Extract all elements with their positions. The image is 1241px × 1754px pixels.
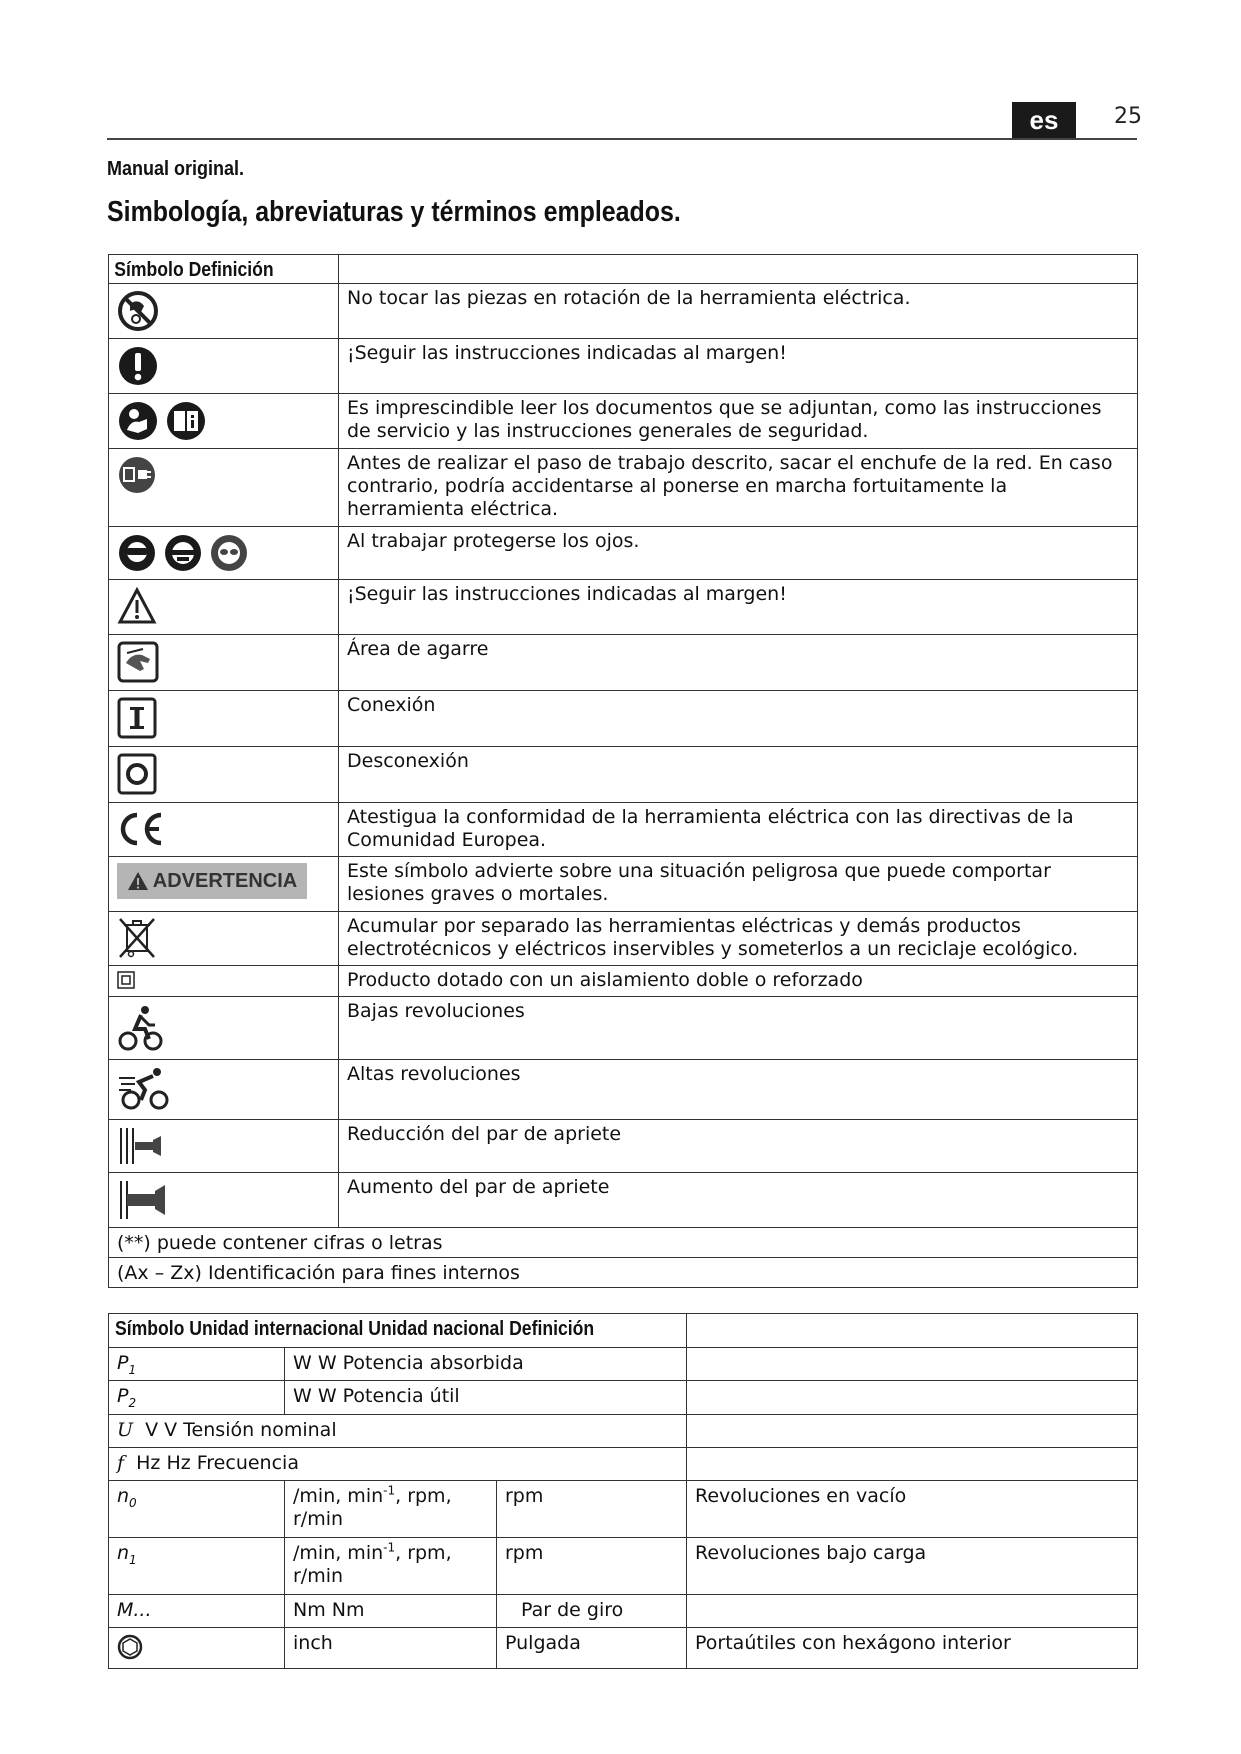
unit-subscript: 2: [128, 1395, 137, 1410]
definition-cell: Antes de realizar el paso de trabajo descrito, sacar el enchufe de la red. En caso contrario, podría accidentarse al ponerse en marcha fortuitamente la herramienta eléctrica.: [339, 449, 1138, 527]
crossed-bin-icon: [117, 915, 157, 959]
unit-subscript: 1: [128, 1362, 137, 1377]
definition-cell: Área de agarre: [339, 635, 1138, 691]
warning-triangle-small-icon: [127, 871, 149, 891]
table-row: [109, 1481, 1138, 1538]
definition-cell: Revoluciones bajo carga: [687, 1538, 1138, 1595]
table-row: [109, 966, 1138, 997]
national-unit-cell: rpm: [497, 1481, 687, 1538]
table-row: [109, 284, 1138, 339]
definition-cell: [687, 1381, 1138, 1415]
unit-cell: [285, 1538, 497, 1595]
table-row: [109, 394, 1138, 449]
table-row: [109, 1348, 1138, 1381]
unit-cell: W W Potencia útil: [285, 1381, 687, 1415]
table-row: [109, 635, 1138, 691]
definition-cell: Revoluciones en vacío: [687, 1481, 1138, 1538]
table-row: [109, 803, 1138, 857]
note-cell: (**) puede contener cifras o letras: [109, 1228, 1138, 1258]
unit-symbol: P: [117, 1385, 129, 1407]
table-header-text: Símbolo Definición: [114, 259, 274, 281]
symbol-cell: [109, 912, 339, 966]
definition-cell: Portaútiles con hexágono interior: [687, 1628, 1138, 1669]
table-row: [109, 449, 1138, 527]
symbol-cell: [109, 997, 339, 1060]
table-row: [109, 857, 1138, 912]
symbol-cell: [109, 580, 339, 635]
symbol-cell: [109, 691, 339, 747]
merged-cell: [109, 1448, 687, 1481]
unit-text: Par de giro: [521, 1599, 624, 1621]
symbol-cell: [109, 394, 339, 449]
fast-bike-icon: [117, 1066, 171, 1110]
ce-mark-icon: [117, 809, 165, 849]
switch-on-icon: [117, 697, 157, 739]
table-note-row: [109, 1258, 1138, 1288]
unit-text: , rpm, r/min: [293, 1485, 452, 1530]
language-badge: es: [1012, 102, 1076, 138]
unit-symbol: n: [117, 1542, 130, 1564]
slow-bike-icon: [117, 1003, 165, 1053]
table-row: [109, 997, 1138, 1060]
symbol-cell: [109, 1060, 339, 1120]
unit-cell: [285, 1481, 497, 1538]
definition-cell: Desconexión: [339, 747, 1138, 803]
symbol-cell: [109, 284, 339, 339]
definition-cell: Al trabajar protegerse los ojos.: [339, 527, 1138, 580]
definition-cell: Acumular por separado las herramientas eléctricas y demás productos electrotécnicos y eléctricos inservibles y someterlos a un reciclaje ecológico.: [339, 912, 1138, 966]
symbol-cell: [109, 1538, 285, 1595]
read-manual-icon: [109, 394, 338, 448]
symbol-cell: [109, 966, 339, 997]
torque-increase-icon: [117, 1179, 169, 1221]
unit-text: /min, min: [293, 1485, 384, 1507]
table-header-cell: [109, 1314, 687, 1348]
table-header-empty: [339, 255, 1138, 284]
exclamation-icon: [117, 345, 159, 387]
symbol-cell: [109, 1348, 285, 1381]
table-header-text: Símbolo Unidad internacional Unidad nacional Definición: [115, 1318, 595, 1340]
symbol-cell: [109, 747, 339, 803]
face-shield-icon: [163, 533, 203, 573]
definition-cell: [687, 1348, 1138, 1381]
unit-cell: W W Potencia absorbida: [285, 1348, 687, 1381]
torque-reduce-icon: [117, 1126, 165, 1166]
symbol-cell: [109, 803, 339, 857]
table-row: [109, 1628, 1138, 1669]
person-reading-icon: [117, 400, 159, 442]
table-header-row: [109, 1314, 1138, 1348]
unit-cell: Nm Nm: [285, 1595, 497, 1628]
unit-text: V V Tensión nominal: [145, 1419, 337, 1441]
symbol-cell: [109, 449, 339, 527]
book-icon: [165, 400, 207, 442]
national-unit-cell: [497, 1595, 687, 1628]
unit-text: /min, min: [293, 1542, 384, 1564]
table-row: [109, 691, 1138, 747]
table-row: [109, 747, 1138, 803]
symbol-cell: [109, 857, 339, 912]
table-row: [109, 1120, 1138, 1173]
table-header-row: [109, 255, 1138, 284]
symbol-cell: M...: [109, 1595, 285, 1628]
definition-cell: ¡Seguir las instrucciones indicadas al margen!: [339, 580, 1138, 635]
table-row: [109, 1381, 1138, 1415]
table-row: [109, 1415, 1138, 1448]
hexagon-socket-icon: [117, 1634, 143, 1660]
unit-text: Hz Hz Frecuencia: [136, 1452, 299, 1474]
goggles-icon: [117, 533, 157, 573]
header-rule: [107, 138, 1137, 140]
no-touch-rotating-icon: [117, 290, 159, 332]
unit-text: , rpm, r/min: [293, 1542, 452, 1587]
warning-label-text: ADVERTENCIA: [152, 869, 298, 892]
warning-label-icon: [117, 863, 307, 899]
definition-cell: [687, 1595, 1138, 1628]
unit-superscript: -1: [383, 1540, 396, 1555]
table-row: [109, 1595, 1138, 1628]
definition-cell: Producto dotado con un aislamiento doble o reforzado: [339, 966, 1138, 997]
definition-cell: No tocar las piezas en rotación de la herramienta eléctrica.: [339, 284, 1138, 339]
definition-cell: [687, 1448, 1138, 1481]
definition-cell: Este símbolo advierte sobre una situación peligrosa que puede comportar lesiones graves o mortales.: [339, 857, 1138, 912]
definition-cell: Conexión: [339, 691, 1138, 747]
table-note-row: [109, 1228, 1138, 1258]
table-row: [109, 1448, 1138, 1481]
definition-cell: Bajas revoluciones: [339, 997, 1138, 1060]
national-unit-cell: Pulgada: [497, 1628, 687, 1669]
symbol-cell: [109, 527, 339, 580]
eye-protection-icon: [109, 527, 338, 579]
double-insulation-icon: [117, 971, 135, 989]
symbol-cell: [109, 1173, 339, 1228]
definition-cell: Altas revoluciones: [339, 1060, 1138, 1120]
unit-symbol: f: [117, 1452, 125, 1474]
table-row: [109, 580, 1138, 635]
table-row: [109, 527, 1138, 580]
unit-subscript: 0: [129, 1495, 137, 1510]
definition-cell: Aumento del par de apriete: [339, 1173, 1138, 1228]
table-row: [109, 1060, 1138, 1120]
manual-label: Manual original.: [107, 158, 245, 180]
symbol-cell: [109, 1381, 285, 1415]
page-title: Simbología, abreviaturas y términos empleados.: [107, 196, 681, 228]
unit-symbol: P: [117, 1352, 129, 1374]
symbol-cell: [109, 1120, 339, 1173]
unit-subscript: 1: [129, 1552, 137, 1567]
definition-cell: Atestigua la conformidad de la herramienta eléctrica con las directivas de la Comunidad Europea.: [339, 803, 1138, 857]
note-cell: (Ax – Zx) Identificación para fines internos: [109, 1258, 1138, 1288]
national-unit-cell: rpm: [497, 1538, 687, 1595]
symbols-table: [108, 254, 1138, 1288]
grip-area-icon: [117, 641, 159, 683]
table-row: [109, 912, 1138, 966]
page-number: 25: [1114, 104, 1142, 129]
symbol-cell: [109, 339, 339, 394]
table-row: [109, 1538, 1138, 1595]
warning-triangle-icon: [117, 586, 157, 626]
symbol-cell: [109, 635, 339, 691]
table-row: [109, 339, 1138, 394]
definition-cell: Es imprescindible leer los documentos que se adjuntan, como las instrucciones de servicio y las instrucciones generales de seguridad.: [339, 394, 1138, 449]
switch-off-icon: [117, 753, 157, 795]
unit-symbol: n: [117, 1485, 130, 1507]
definition-cell: Reducción del par de apriete: [339, 1120, 1138, 1173]
unplug-icon: [117, 455, 157, 495]
safety-glasses-icon: [209, 533, 249, 573]
merged-cell: [109, 1415, 687, 1448]
unit-cell: inch: [285, 1628, 497, 1669]
table-header-empty: [687, 1314, 1138, 1348]
units-table: [108, 1313, 1138, 1669]
definition-cell: ¡Seguir las instrucciones indicadas al margen!: [339, 339, 1138, 394]
symbol-cell: [109, 1481, 285, 1538]
unit-superscript: -1: [383, 1483, 396, 1498]
unit-symbol: U: [117, 1419, 134, 1441]
definition-cell: [687, 1415, 1138, 1448]
table-header-cell: [109, 255, 339, 284]
symbol-cell: [109, 1628, 285, 1669]
table-row: [109, 1173, 1138, 1228]
